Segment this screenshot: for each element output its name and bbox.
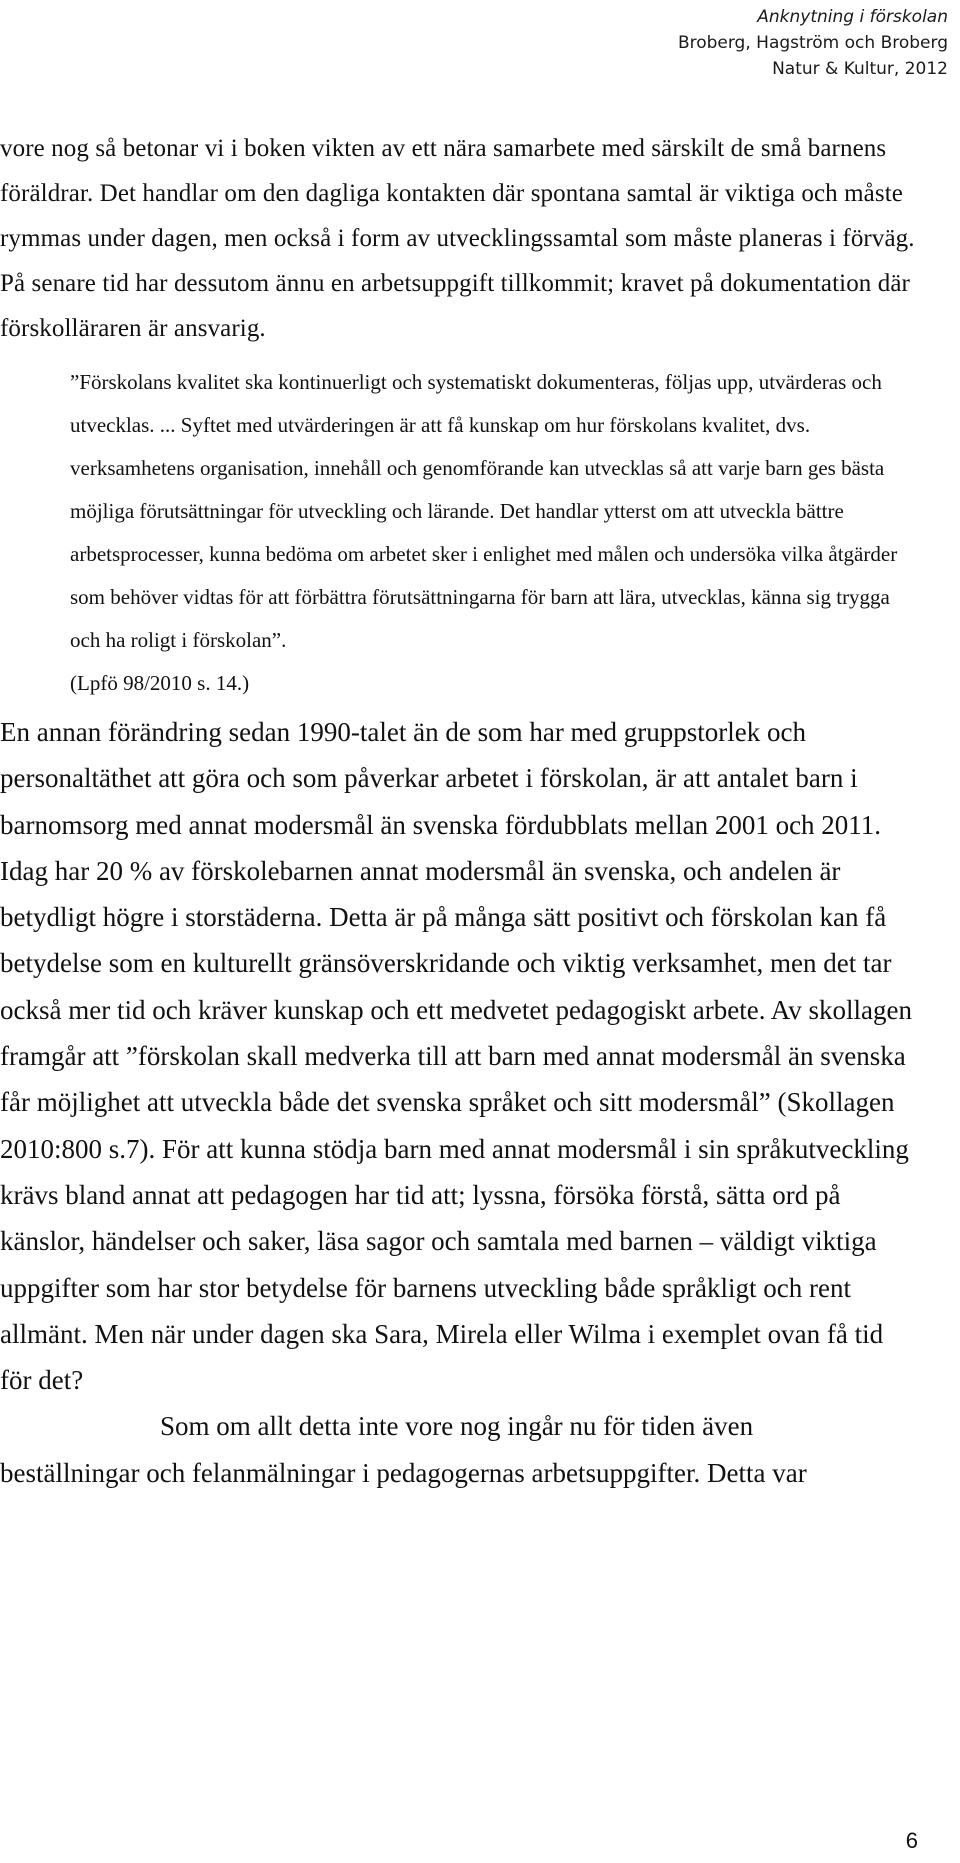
paragraph-3-first-line: Som om allt detta inte vore nog ingår nu för tiden även	[160, 1411, 754, 1442]
running-header	[548, 4, 948, 82]
page-body	[0, 126, 920, 1496]
book-title: Anknytning i förskolan	[757, 7, 948, 27]
paragraph-3-continuation: beställningar och felanmälningar i pedagogernas arbetsuppgifter. Detta var	[0, 1457, 807, 1488]
block-quote	[70, 361, 920, 705]
paragraph-3	[0, 1403, 920, 1496]
paragraph-2: En annan förändring sedan 1990-talet än de som har med gruppstorlek och personaltäthet att göra och som påverkar arbetet i förskolan, är att antalet barn i barnomsorg med annat modersmål än svenska fördubblats mellan 2001 och 2011. Idag har 20 % av förskolebarnen annat modersmål än svenska, och andelen är betydligt högre i storstäderna. Detta är på många sätt positivt och förskolan kan få betydelse som en kulturellt gränsöverskridande och viktig verksamhet, men det tar också mer tid och kräver kunskap och ett medvetet pedagogiskt arbete. Av skollagen framgår att ”förskolan skall medverka till att barn med annat modersmål än svenska får möjlighet att utveckla både det svenska språket och sitt modersmål” (Skollagen 2010:800 s.7). För att kunna stödja barn med annat modersmål i sin språkutveckling krävs bland annat att pedagogen har tid att; lyssna, försöka förstå, sätta ord på känslor, händelser och saker, läsa sagor och samtala med barnen – väldigt viktiga uppgifter som har stor betydelse för barnens utveckling både språkligt och rent allmänt. Men när under dagen ska Sara, Mirela eller Wilma i exemplet ovan få tid för det?	[0, 717, 912, 1396]
page-number: 6	[905, 1828, 918, 1853]
book-authors: Broberg, Hagström och Broberg	[677, 33, 948, 53]
book-publisher: Natur & Kultur, 2012	[772, 59, 948, 79]
quote-text: ”Förskolans kvalitet ska kontinuerligt och systematiskt dokumenteras, följas upp, utvärderas och utvecklas. ... Syftet med utvärderingen är att få kunskap om hur förskolans kvalitet, dvs. verksamhetens organisation, innehåll och genomförande kan utvecklas så att varje barn ges bästa möjliga förutsättningar för utveckling och lärande. Det handlar ytterst om att utveckla bättre arbetsprocesser, kunna bedöma om arbetet sker i enlighet med målen och undersöka vilka åtgärder som behöver vidtas för att förbättra förutsättningarna för barn att lära, utvecklas, känna sig trygga och ha roligt i förskolan”.	[70, 370, 898, 652]
quote-citation: (Lpfö 98/2010 s. 14.)	[70, 671, 250, 695]
paragraph-1: vore nog så betonar vi i boken vikten av ett nära samarbete med särskilt de små barnens föräldrar. Det handlar om den dagliga kontakten där spontana samtal är viktiga och måste rymmas under dagen, men också i form av utvecklingssamtal som måste planeras i förväg. På senare tid har dessutom ännu en arbetsuppgift tillkommit; kravet på dokumentation där förskolläraren är ansvarig.	[0, 135, 915, 342]
